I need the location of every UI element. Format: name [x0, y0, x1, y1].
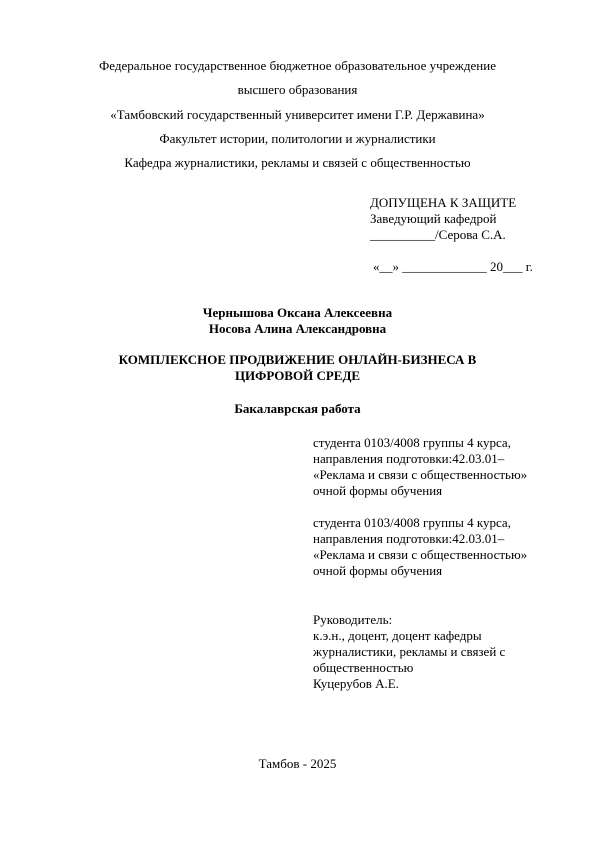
department-name: Кафедра журналистики, рекламы и связей с общественностью	[124, 155, 471, 170]
author-1: Чернышова Оксана Алексеевна	[202, 305, 393, 320]
approval-position: Заведующий кафедрой	[370, 211, 497, 226]
institution-line-1: Федеральное государственное бюджетное образовательное учреждение	[99, 58, 496, 73]
student-1-program: «Реклама и связи с общественностью»	[313, 467, 528, 482]
approval-date: «__» _____________ 20___ г.	[373, 259, 533, 274]
thesis-title-line-2: ЦИФРОВОЙ СРЕДЕ	[234, 368, 361, 383]
supervisor-title-line-2: журналистики, рекламы и связей с	[313, 644, 506, 659]
university-name: «Тамбовский государственный университет имени Г.Р. Державина»	[110, 107, 485, 122]
supervisor-label: Руководитель:	[313, 612, 393, 627]
approval-signature: __________/Серова С.А.	[370, 227, 506, 242]
institution-line-2: высшего образования	[237, 82, 358, 97]
faculty-name: Факультет истории, политологии и журналистики	[159, 131, 436, 146]
author-2: Носова Алина Александровна	[208, 321, 387, 336]
student-2-form: очной формы обучения	[313, 563, 443, 578]
student-1-direction: направления подготовки:42.03.01–	[313, 451, 505, 466]
student-1-form: очной формы обучения	[313, 483, 443, 498]
city-year: Тамбов - 2025	[258, 756, 337, 771]
supervisor-title-line-1: к.э.н., доцент, доцент кафедры	[313, 628, 482, 643]
student-2-group: студента 0103/4008 группы 4 курса,	[313, 515, 511, 530]
thesis-title-line-1: КОМПЛЕКСНОЕ ПРОДВИЖЕНИЕ ОНЛАЙН-БИЗНЕСА В	[118, 352, 477, 367]
supervisor-title-line-3: общественностью	[313, 660, 414, 675]
supervisor-name: Куцерубов А.Е.	[313, 676, 399, 691]
approval-title: ДОПУЩЕНА К ЗАЩИТЕ	[370, 195, 517, 210]
student-1-group: студента 0103/4008 группы 4 курса,	[313, 435, 511, 450]
student-2-direction: направления подготовки:42.03.01–	[313, 531, 505, 546]
student-2-program: «Реклама и связи с общественностью»	[313, 547, 528, 562]
work-type: Бакалаврская работа	[234, 401, 361, 416]
